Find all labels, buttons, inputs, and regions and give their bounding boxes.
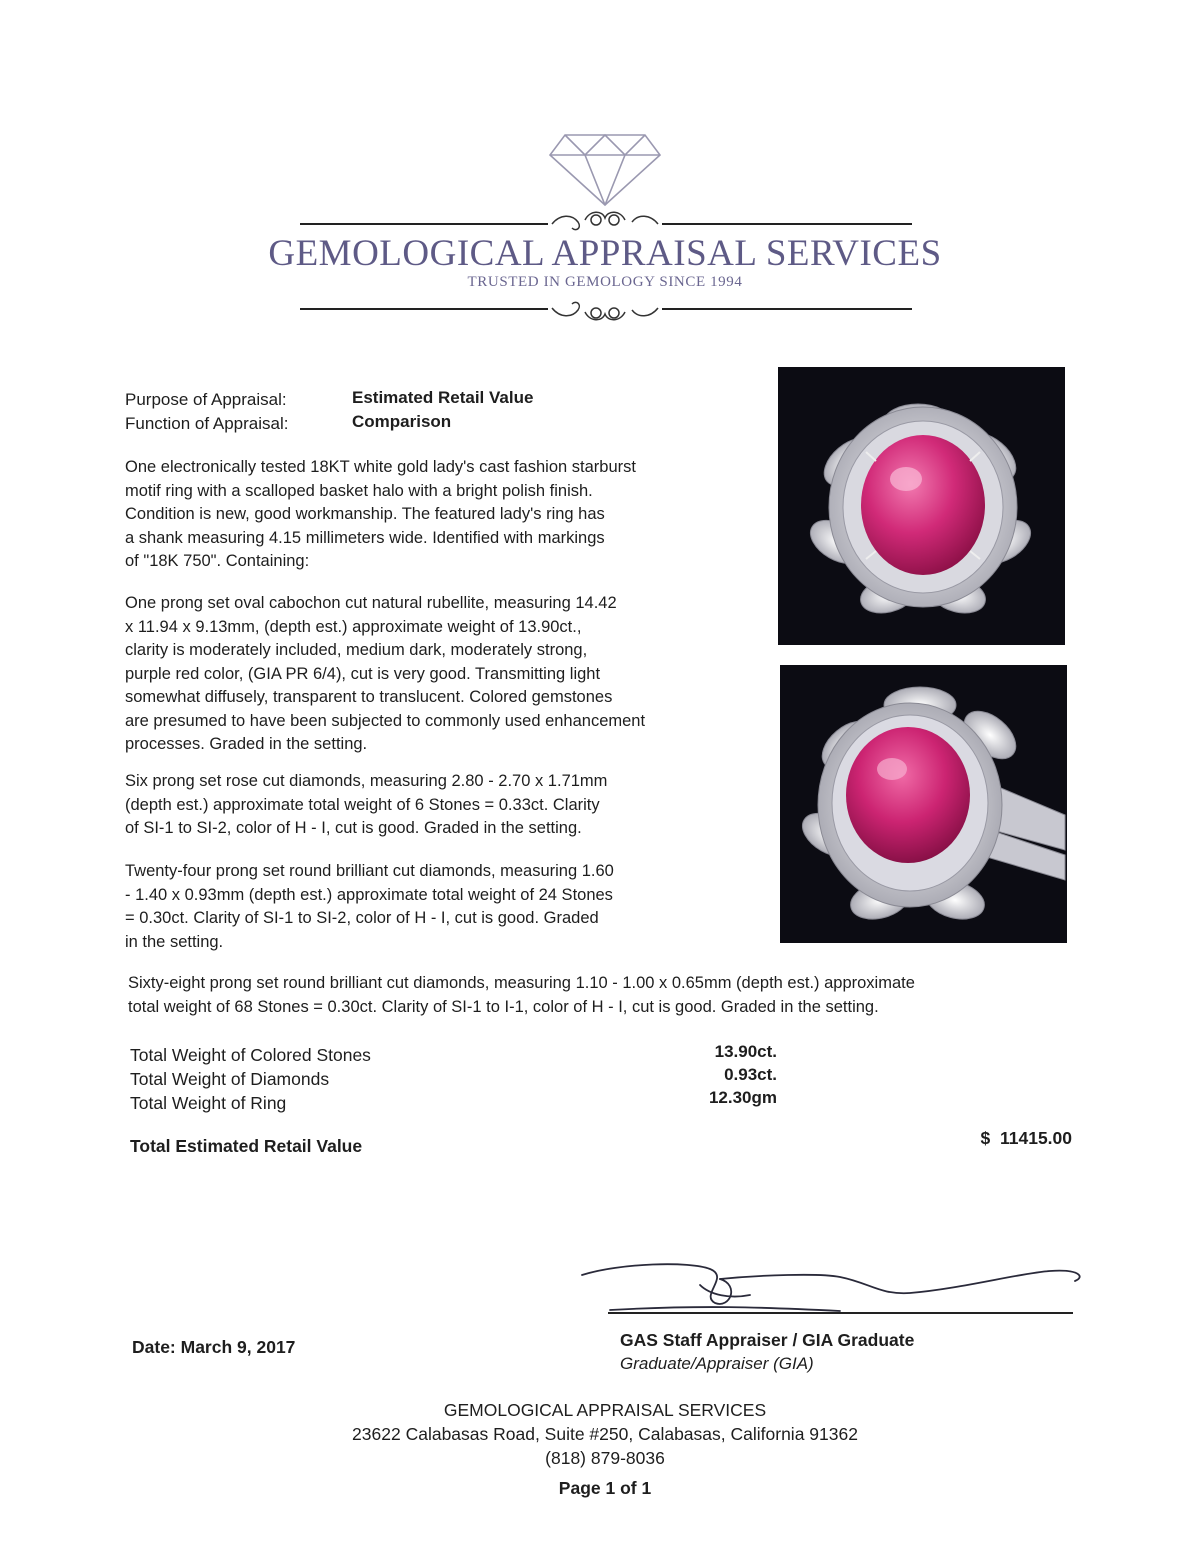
footer-phone: (818) 879-8036: [545, 1448, 665, 1468]
brilliant-24-description: [125, 860, 755, 954]
total-diamonds-label: Total Weight of Diamonds: [130, 1069, 330, 1089]
brilliant-68-description: [128, 972, 1088, 1019]
ring-description: [125, 456, 755, 574]
header-rule-bottom-left: [300, 308, 548, 310]
total-colored-label: Total Weight of Colored Stones: [130, 1045, 371, 1065]
diamond-icon: [545, 127, 665, 207]
text-line: of SI-1 to SI-2, color of H - I, cut is good. Graded in the setting.: [125, 819, 582, 837]
text-line: of "18K 750". Containing:: [125, 552, 310, 570]
purpose-label: Purpose of Appraisal:: [125, 390, 287, 409]
total-diamonds-value: 0.93ct.: [724, 1065, 777, 1084]
brand-title: GEMOLOGICAL APPRAISAL SERVICES: [268, 233, 942, 274]
text-line: Twenty-four prong set round brilliant cut diamonds, measuring 1.60: [125, 862, 614, 880]
appraiser-title: GAS Staff Appraiser / GIA Graduate: [620, 1330, 915, 1350]
retail-value-amount: $ 11415.00: [980, 1128, 1072, 1148]
rose-cut-diamonds-description: [125, 770, 755, 841]
footer-company: GEMOLOGICAL APPRAISAL SERVICES: [443, 1400, 767, 1420]
text-line: - 1.40 x 0.93mm (depth est.) approximate total weight of 24 Stones: [125, 885, 613, 904]
footer-address: 23622 Calabasas Road, Suite #250, Calabasas, California 91362: [352, 1424, 858, 1444]
retail-value-label: Total Estimated Retail Value: [130, 1136, 363, 1156]
bottom-flourish-ornament: [550, 296, 660, 328]
total-ring-label: Total Weight of Ring: [130, 1093, 287, 1113]
brand-tagline: TRUSTED IN GEMOLOGY SINCE 1994: [467, 274, 743, 290]
appraiser-signature: [580, 1255, 1090, 1325]
appraiser-subtitle: Graduate/Appraiser (GIA): [620, 1354, 814, 1373]
text-line: One electronically tested 18KT white gold lady's cast fashion starburst: [125, 458, 636, 476]
text-line: (depth est.) approximate total weight of 6 Stones = 0.33ct. Clarity: [125, 795, 600, 814]
text-line: Six prong set rose cut diamonds, measuring 2.80 - 2.70 x 1.71mm: [125, 772, 608, 790]
text-line: a shank measuring 4.15 millimeters wide. Identified with markings: [125, 528, 605, 547]
rubellite-description: [125, 592, 755, 757]
text-line: x 11.94 x 9.13mm, (depth est.) approximate weight of 13.90ct.,: [125, 617, 582, 636]
header-rule-top-right: [662, 223, 912, 225]
text-line: in the setting.: [125, 932, 224, 951]
text-line: purple red color, (GIA PR 6/4), cut is very good. Transmitting light: [125, 664, 601, 683]
ring-photo-angled: [780, 665, 1067, 943]
function-label: Function of Appraisal:: [125, 414, 289, 433]
text-line: motif ring with a scalloped basket halo with a bright polish finish.: [125, 481, 593, 500]
text-line: clarity is moderately included, medium dark, moderately strong,: [125, 641, 588, 659]
header-rule-top-left: [300, 223, 548, 225]
text-line: total weight of 68 Stones = 0.30ct. Clarity of SI-1 to I-1, color of H - I, cut is good. Graded in the setting.: [128, 997, 879, 1016]
ring-photo-top: [778, 367, 1065, 645]
function-value: Comparison: [352, 412, 452, 431]
text-line: Sixty-eight prong set round brilliant cut diamonds, measuring 1.10 - 1.00 x 0.65mm (depth est.) approximate: [128, 974, 915, 992]
total-ring-value: 12.30gm: [708, 1088, 777, 1107]
text-line: processes. Graded in the setting.: [125, 735, 368, 753]
appraisal-date: Date: March 9, 2017: [132, 1337, 296, 1357]
signature-line: [608, 1312, 1073, 1314]
text-line: are presumed to have been subjected to commonly used enhancement: [125, 711, 646, 730]
purpose-value: Estimated Retail Value: [352, 388, 534, 407]
text-line: somewhat diffusely, transparent to translucent. Colored gemstones: [125, 688, 613, 706]
header-rule-bottom-right: [662, 308, 912, 310]
total-colored-value: 13.90ct.: [714, 1042, 777, 1061]
text-line: = 0.30ct. Clarity of SI-1 to SI-2, color of H - I, cut is good. Graded: [125, 909, 599, 927]
page-number: Page 1 of 1: [558, 1478, 652, 1498]
text-line: Condition is new, good workmanship. The featured lady's ring has: [125, 505, 605, 523]
text-line: One prong set oval cabochon cut natural rubellite, measuring 14.42: [125, 594, 617, 612]
